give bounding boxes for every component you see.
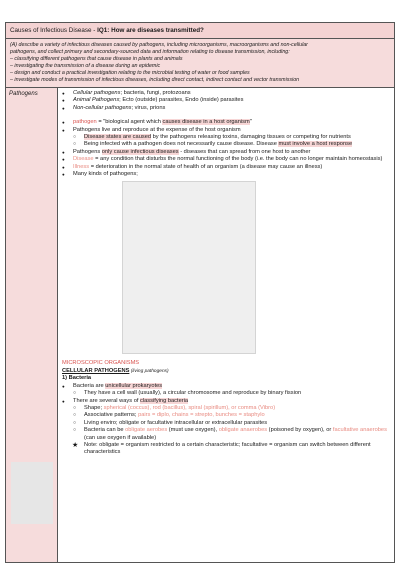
pink-text: spherical (coccus), rod (bacillus), spiral (spirillum), or comma (Vibro)	[103, 404, 276, 411]
pathogen-diagram-placeholder	[122, 181, 256, 354]
worksheet-table	[5, 22, 395, 563]
syllabus-outcome	[6, 39, 394, 88]
text: - diseases that can spread from one host to another	[178, 148, 311, 155]
list-item	[62, 156, 392, 163]
pathogen-type: Non-cellular pathogens	[73, 104, 132, 111]
term-highlight: Illness	[73, 163, 90, 170]
list-item	[62, 427, 392, 442]
list-item	[62, 127, 392, 134]
text: They have a cell wall (usually), a circular chromosome and reproduce by binary fission	[84, 390, 302, 397]
spacer	[62, 112, 392, 119]
term-highlight: pathogen	[73, 119, 97, 126]
list-item	[62, 405, 392, 412]
highlight: causes disease in a host organism	[162, 119, 250, 126]
text: "	[249, 119, 252, 126]
list-item	[62, 164, 392, 171]
text: (poisoned by oxygen), or	[267, 427, 333, 434]
heading-text: CELLULAR PATHOGENS	[62, 367, 130, 374]
list-item	[62, 390, 392, 397]
text: Many kinds of pathogens;	[73, 171, 138, 178]
pink-text: pairs = diplo, chains = strepto, bunches = staphylo	[138, 412, 265, 419]
list-item	[62, 105, 392, 112]
list-item	[62, 141, 392, 148]
outcome-line: – classifying different pathogens that cause disease in plants and animals	[10, 55, 183, 62]
pathogen-type: Animal Pathogens	[73, 97, 120, 104]
list-item	[62, 90, 392, 97]
text: = any condition that disturbs the normal functioning of the body (i.e. the body can no longer maintain homeostasis)	[93, 156, 383, 163]
pathogen-type-desc: ; virus, prions	[131, 104, 166, 111]
list-item	[62, 420, 392, 427]
pathogen-type-desc: ; Ecto (outside) parasites, Endo (inside) parasites	[119, 97, 244, 104]
highlight: Disease states are caused	[84, 134, 152, 141]
text: Bacteria are	[73, 382, 106, 389]
list-item	[62, 134, 392, 141]
text: = deterioration in the normal state of health of an organism (a disease may cause an illness)	[89, 163, 323, 170]
outcome-line: (A) describe a variety of infectious diseases caused by pathogens, including microorganisms, macroorganisms and non-cellular	[10, 42, 308, 48]
term-highlight: Disease	[73, 156, 94, 163]
text: There are several ways of	[73, 397, 141, 404]
text: Shape;	[84, 404, 104, 411]
outcome-line: pathogens, and collect primary and secondary-sourced data and information relating to disease transmission, including:	[10, 48, 290, 55]
header-inquiry-question: IQ1: How are diseases transmitted?	[97, 27, 204, 34]
outcome-line: – investigate modes of transmission of infectious diseases, including direct contact, indirect contact and vector transmission	[10, 76, 300, 83]
highlight: classifying bacteria	[140, 397, 189, 404]
header-topic: Causes of Infectious Disease -	[10, 27, 98, 34]
note-item	[62, 442, 392, 457]
text: Associative patterns;	[84, 412, 139, 419]
text: Bacteria can be	[84, 427, 126, 434]
section-heading: MICROSCOPIC ORGANISMS	[62, 360, 140, 367]
notes-content	[62, 90, 392, 457]
image-placeholder	[11, 462, 53, 524]
list-item	[62, 412, 392, 419]
list-item	[62, 97, 392, 104]
pink-text: obligate anaerobes	[218, 427, 268, 434]
highlight: must involve a host response	[278, 141, 353, 148]
list-item	[62, 119, 392, 126]
text: by the pathogens releasing toxins, damaging tissues or competing for nutrients	[151, 134, 351, 141]
highlight: unicellular prokaryotes	[105, 382, 163, 389]
text: = "biological agent which	[96, 119, 163, 126]
topic-label: Pathogens	[9, 91, 38, 97]
heading-note: (living pathogens)	[129, 368, 169, 374]
list-item	[62, 398, 392, 405]
text: (must use oxygen),	[167, 427, 219, 434]
topic-column	[6, 88, 58, 562]
text: Pathogens	[73, 148, 102, 155]
highlight: only cause infectious diseases	[101, 148, 179, 155]
text: Living enviro; obligate or facultative intracellular or extracellular parasites	[84, 419, 268, 426]
text: (can use oxygen if available)	[84, 434, 157, 441]
bacteria-heading: 1) Bacteria	[62, 375, 92, 382]
outcome-line: – investigating the transmission of a disease during an epidemic	[10, 62, 161, 69]
list-item	[62, 149, 392, 156]
outcome-line: – design and conduct a practical investigation relating to the microbial testing of water or food samples	[10, 69, 250, 76]
list-item	[62, 383, 392, 390]
pathogen-type: Cellular pathogens	[73, 90, 121, 96]
list-item	[62, 171, 392, 178]
worksheet-header	[6, 23, 394, 39]
text: Pathogens live and reproduce at the expense of the host organism	[73, 126, 241, 133]
text: Note: obligate = organism restricted to a certain characteristic; facultative = organism can switch between different characteristics	[84, 441, 371, 456]
pink-text: obligate aerobes	[125, 427, 168, 434]
subsection-heading	[62, 368, 392, 375]
text: Being infected with a pathogen does not necessarily cause disease. Disease	[84, 141, 279, 148]
pink-text: facultative anaerobes	[332, 427, 387, 434]
notes-row	[6, 88, 394, 562]
pathogen-type-desc: ; bacteria, fungi, protozoans	[120, 90, 191, 96]
